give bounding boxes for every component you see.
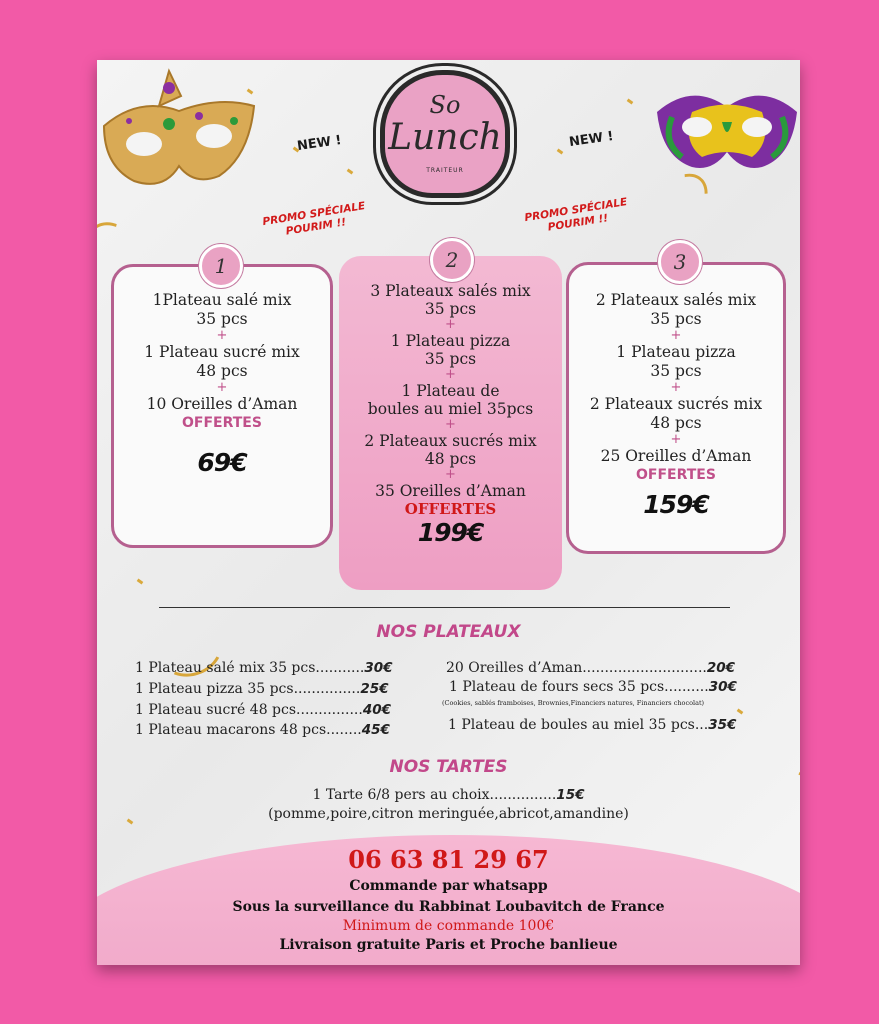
plus-sign: + — [670, 328, 682, 343]
confetti — [347, 169, 354, 175]
plus-sign: + — [216, 328, 228, 343]
minimum-order: Minimum de commande 100€ — [342, 918, 555, 934]
offer-line: 1 Plateau pizza — [616, 343, 736, 361]
offer-line: 1Plateau salé mix — [152, 291, 292, 309]
offer-line: 35 pcs — [424, 300, 477, 318]
offer-badge-2: 2 — [430, 238, 474, 282]
menu-flyer — [97, 60, 800, 965]
confetti — [627, 99, 634, 105]
section-divider — [159, 607, 730, 608]
offer-line: 1 Plateau pizza — [390, 332, 511, 350]
tarte-item: 1 Tarte 6/8 pers au choix...............15€ — [312, 787, 585, 803]
confetti — [737, 709, 744, 715]
confetti — [557, 149, 564, 155]
plus-sign: + — [445, 317, 456, 332]
plateau-item: 1 Plateau macarons 48 pcs........45€ — [135, 722, 390, 738]
offer-line: 48 pcs — [650, 414, 702, 432]
offer-line: 48 pcs — [196, 362, 248, 380]
brand-logo — [380, 70, 510, 198]
offer-line: 10 Oreilles d’Aman — [146, 395, 298, 413]
offer-line: 1 Plateau sucré mix — [144, 343, 300, 361]
offer-line: 2 Plateaux sucrés mix — [589, 395, 763, 413]
offer-line: 35 pcs — [196, 310, 248, 328]
offer-free-label: OFFERTES — [636, 467, 716, 483]
mardi-gras-mask-icon — [652, 72, 800, 182]
offer-line: 2 Plateaux salés mix — [595, 291, 757, 309]
plus-sign: + — [670, 432, 682, 447]
tarte-choices: (pomme,poire,citron meringuée,abricot,amandine) — [268, 806, 629, 822]
logo-lunch: Lunch — [388, 117, 502, 158]
tartes-title: NOS TARTES — [389, 757, 508, 777]
gold-carnival-mask-icon — [99, 66, 259, 216]
confetti — [137, 579, 144, 585]
delivery-info: Livraison gratuite Paris et Proche banlieue — [279, 937, 618, 953]
new-label-left: NEW ! — [296, 132, 343, 155]
offer-free-label: OFFERTES — [182, 415, 262, 431]
offer-card-3 — [566, 262, 786, 554]
plateaux-title: NOS PLATEAUX — [376, 622, 521, 642]
logo-traiteur: TRAITEUR — [426, 167, 464, 174]
offer-price: 199€ — [417, 518, 484, 547]
order-info: Commande par whatsapp — [349, 878, 548, 894]
offer-line: 35 Oreilles d’Aman — [375, 482, 526, 500]
kashrut-info: Sous la surveillance du Rabbinat Loubavitch de France — [232, 899, 665, 915]
plus-sign: + — [445, 417, 456, 432]
plateau-item: 20 Oreilles d’Aman............................20€ — [446, 660, 736, 676]
plateau-item: 1 Plateau sucré 48 pcs...............40€ — [135, 702, 391, 718]
offer-line: 2 Plateaux sucrés mix — [364, 432, 537, 450]
offer-line: boules au miel 35pcs — [367, 400, 534, 418]
phone-number: 06 63 81 29 67 — [348, 845, 549, 874]
offer-price: 159€ — [643, 490, 709, 519]
offer-line: 25 Oreilles d’Aman — [600, 447, 752, 465]
plus-sign: + — [216, 380, 228, 395]
offer-badge-1: 1 — [199, 244, 243, 288]
offer-card-2 — [339, 256, 562, 590]
offer-line: 1 Plateau de — [401, 382, 500, 400]
plus-sign: + — [670, 380, 682, 395]
offer-price: 69€ — [197, 448, 247, 477]
plateau-item: 1 Plateau de boules au miel 35 pcs...35€ — [448, 717, 737, 733]
offer-badge-3: 3 — [658, 240, 702, 284]
offer-line: 3 Plateaux salés mix — [370, 282, 531, 300]
offer-free-label: OFFERTES — [404, 500, 497, 518]
offer-line: 48 pcs — [424, 450, 477, 468]
fours-secs-note: (Cookies, sablés framboises, Brownies,Financiers natures, Financiers chocolat) — [442, 699, 705, 707]
plateau-item: 1 Plateau pizza 35 pcs...............25€ — [135, 681, 389, 697]
offer-line: 35 pcs — [650, 310, 702, 328]
plateau-item: 1 Plateau salé mix 35 pcs...........30€ — [135, 660, 393, 676]
plus-sign: + — [445, 367, 456, 382]
offer-card-1 — [111, 264, 333, 548]
logo-so: So — [429, 91, 461, 119]
promo-label-right: PROMO SPÉCIALE POURIM !! — [523, 196, 629, 234]
plus-sign: + — [445, 467, 456, 482]
new-label-right: NEW ! — [568, 128, 615, 151]
promo-label-left: PROMO SPÉCIALE POURIM !! — [261, 200, 367, 238]
offer-line: 35 pcs — [424, 350, 477, 368]
offer-line: 35 pcs — [650, 362, 702, 380]
plateau-item: 1 Plateau de fours secs 35 pcs..........30€ — [449, 679, 737, 695]
